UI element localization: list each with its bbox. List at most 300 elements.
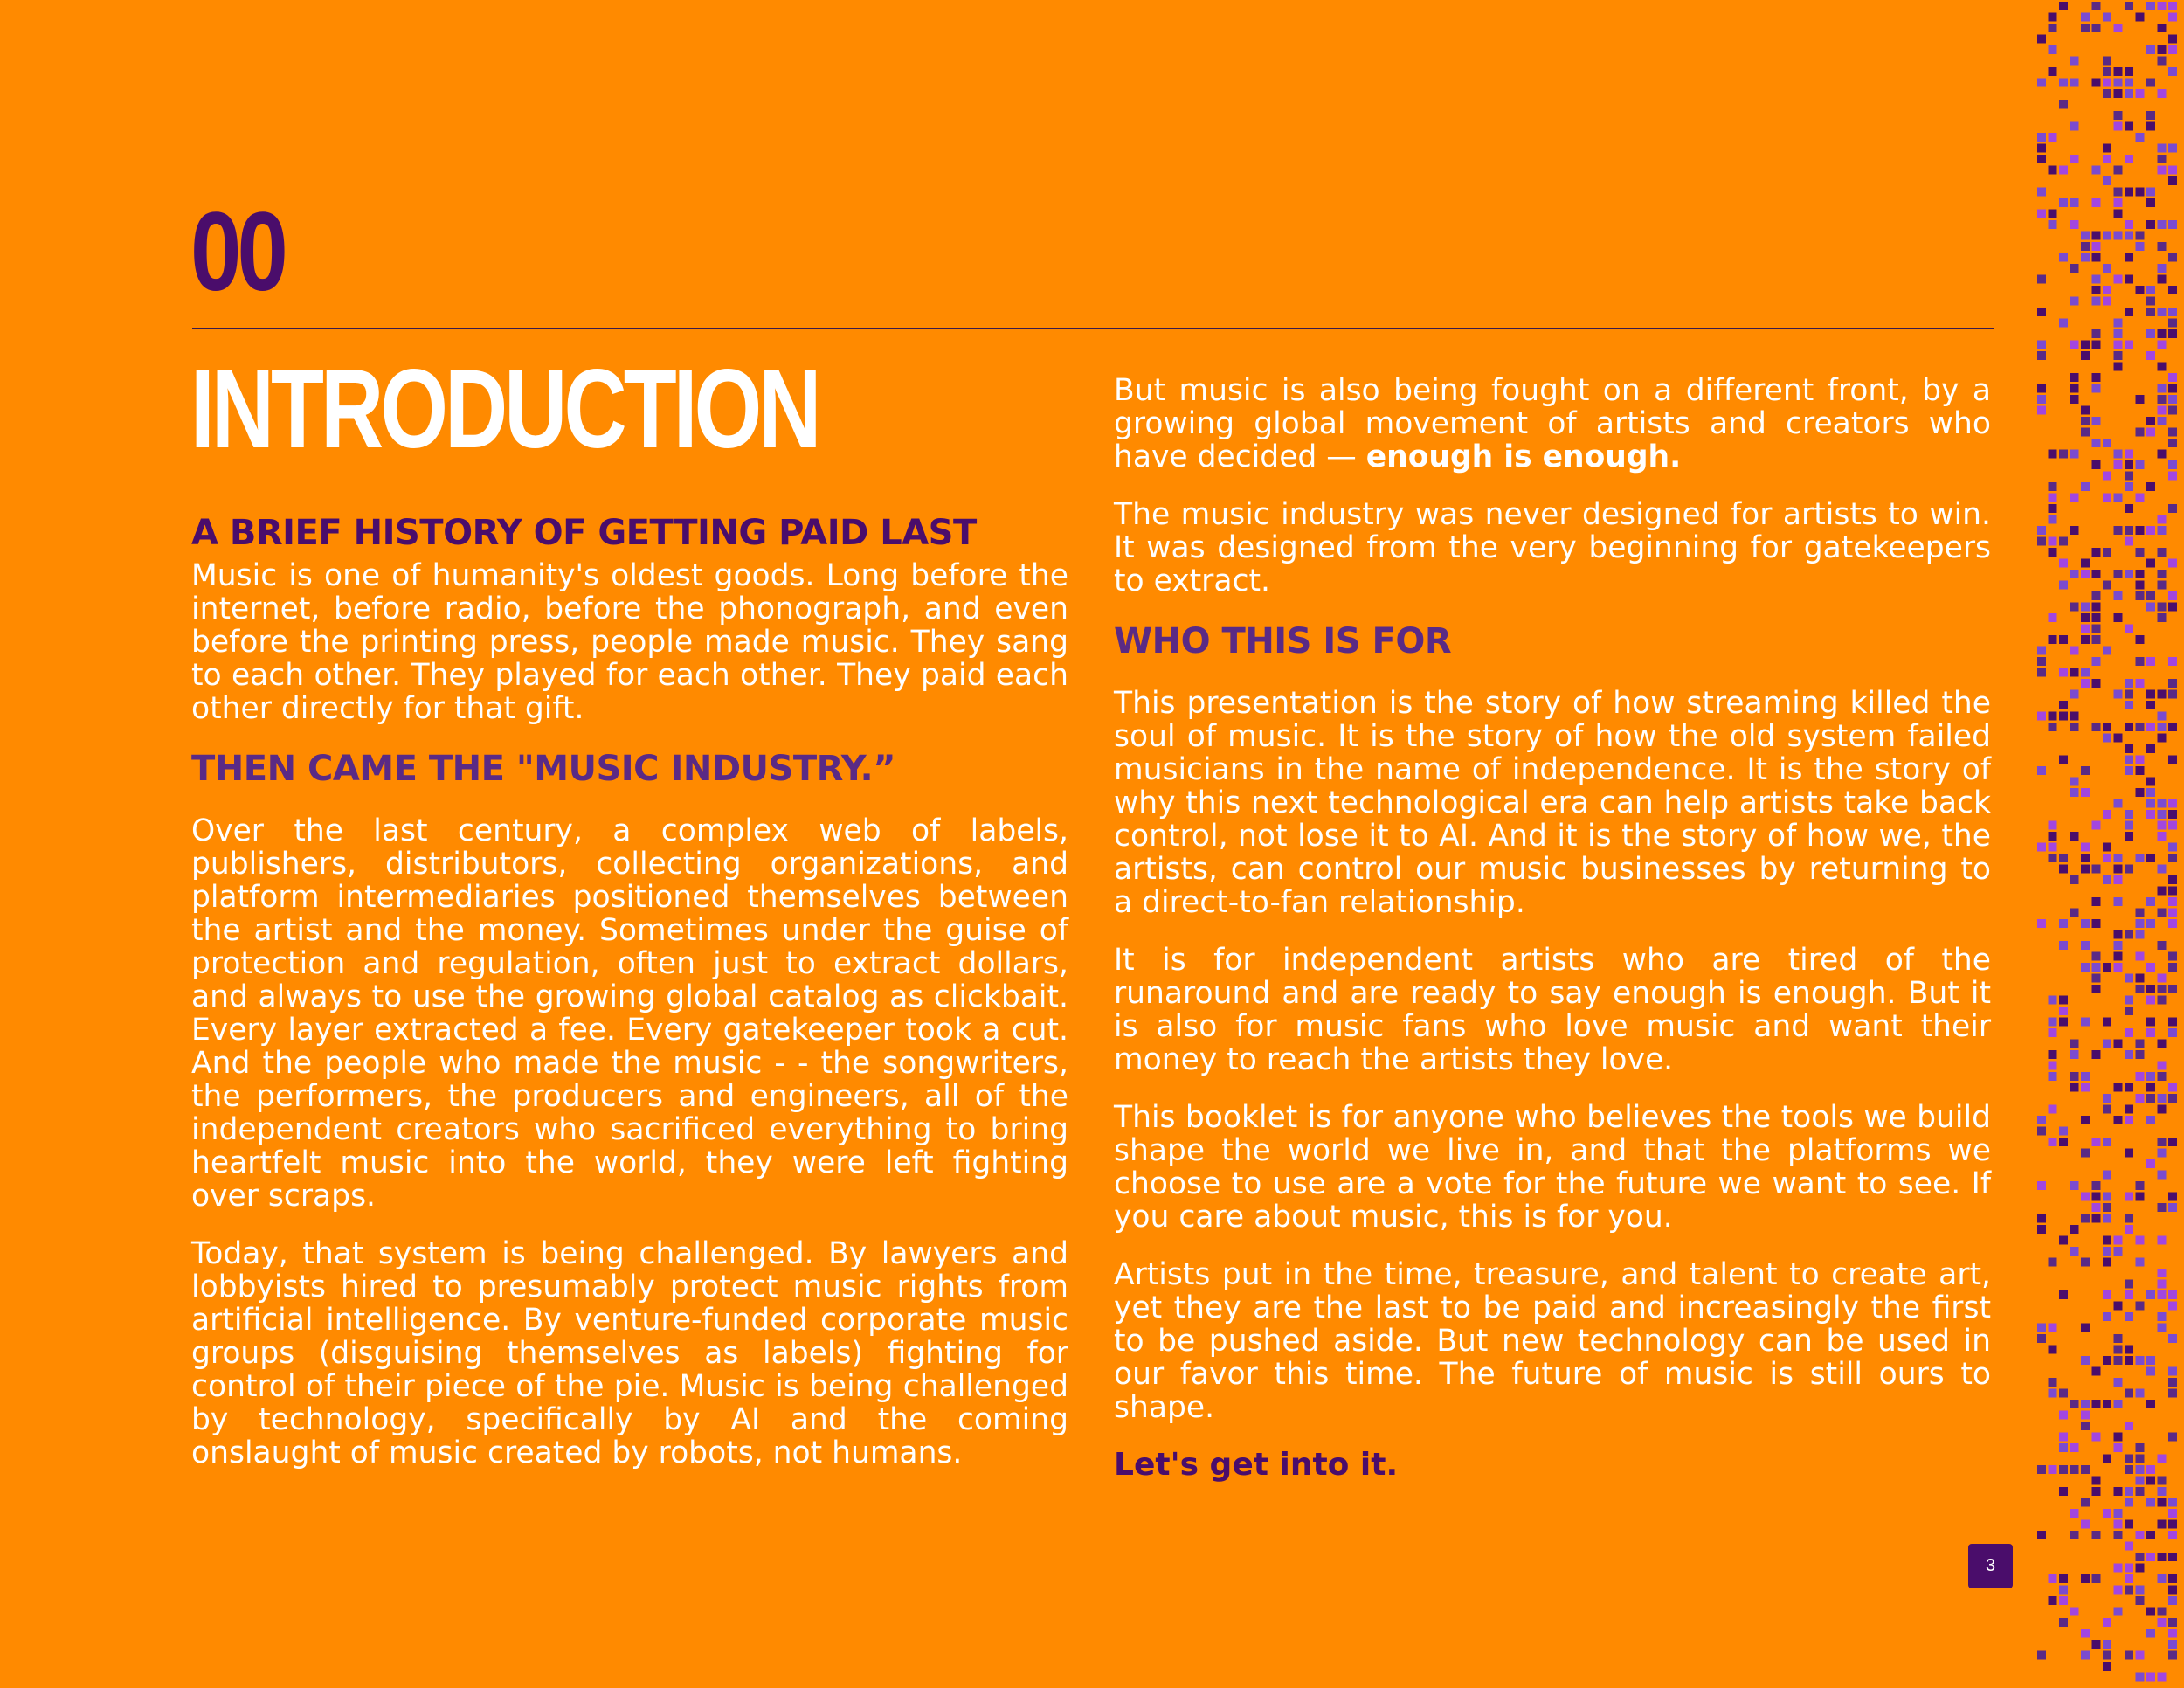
pixel-square	[2125, 79, 2133, 87]
pixel-square	[2158, 1072, 2167, 1081]
pixel-square	[2158, 1138, 2167, 1146]
pixel-square	[2146, 1290, 2155, 1299]
pixel-square	[2136, 1553, 2145, 1561]
pixel-square	[2146, 428, 2155, 437]
pixel-square	[2103, 843, 2111, 852]
pixel-square	[2037, 712, 2046, 721]
pixel-square	[2081, 232, 2090, 240]
pixel-square	[2059, 581, 2068, 590]
pixel-square	[2146, 297, 2155, 306]
pixel-square	[2125, 1280, 2133, 1289]
pixel-square	[2070, 198, 2079, 207]
pixel-square	[2146, 723, 2155, 731]
pixel-square	[2114, 1564, 2123, 1573]
pixel-square	[2092, 679, 2101, 688]
pixel-square	[2103, 67, 2111, 76]
pixel-square	[2158, 1062, 2167, 1070]
pixel-square	[2114, 1083, 2123, 1092]
pixel-square	[2136, 909, 2145, 917]
pixel-square	[2059, 1138, 2068, 1146]
pixel-square	[2136, 89, 2145, 98]
pixel-square	[2146, 198, 2155, 207]
pixel-square	[2103, 854, 2111, 862]
pixel-square	[2125, 1312, 2133, 1321]
pixel-square	[2146, 111, 2155, 120]
pixel-square	[2168, 821, 2177, 830]
pixel-square	[2070, 570, 2079, 578]
pixel-square	[2070, 341, 2079, 349]
pixel-square	[2125, 1214, 2133, 1223]
pixel-square	[2103, 57, 2111, 66]
pixel-square	[2158, 1149, 2167, 1158]
pixel-square	[2125, 1346, 2133, 1354]
pixel-square	[2125, 537, 2133, 546]
pixel-square	[2146, 963, 2155, 972]
pixel-square	[2158, 865, 2167, 874]
pixel-square	[2081, 1149, 2090, 1158]
pixel-square	[2158, 264, 2167, 273]
pixel-square	[2081, 417, 2090, 425]
pixel-square	[2168, 1596, 2177, 1605]
pixel-square	[2092, 297, 2101, 306]
pixel-square	[2059, 919, 2068, 928]
pixel-square	[2125, 155, 2133, 163]
paragraph-industry: Over the last century, a complex web of labels, publishers, distributors, collecting organizations, and platform intermediaries positioned themselves between the artist and the money. Sometimes under the guise of protection and regulation, often just to extract dollars, and always to use the growing global catalog as clickbait. Every layer extracted a fee. Every gatekeeper took a cut. And the people who made the music - - the songwriters, the performers, the producers and engineers, all of the independent creators who sacrificed everything to bring heartfelt music into the world, they were left fighting over scraps.	[191, 813, 1068, 1214]
pixel-square	[2136, 723, 2145, 731]
pixel-square	[2125, 625, 2133, 633]
pixel-square	[2125, 974, 2133, 983]
pixel-square	[2081, 1193, 2090, 1201]
pixel-square	[2114, 24, 2123, 32]
pixel-square	[2092, 1477, 2101, 1485]
pixel-square	[2158, 1608, 2167, 1616]
pixel-square	[2092, 548, 2101, 557]
pixel-square	[2168, 1018, 2177, 1027]
pixel-square	[2114, 232, 2123, 240]
pixel-square	[2146, 985, 2155, 993]
pixel-square	[2146, 1531, 2155, 1539]
divider-rule	[192, 328, 1994, 329]
pixel-square	[2136, 286, 2145, 294]
pixel-square	[2114, 1334, 2123, 1343]
pixel-square	[2103, 1105, 2111, 1114]
pixel-square	[2158, 799, 2167, 808]
pixel-square	[2081, 603, 2090, 612]
pixel-square	[2037, 210, 2046, 218]
pixel-square	[2136, 133, 2145, 142]
pixel-square	[2168, 723, 2177, 731]
pixel-square	[2114, 1040, 2123, 1048]
pixel-square	[2168, 1302, 2177, 1311]
pixel-square	[2037, 1651, 2046, 1660]
pixel-square	[2081, 428, 2090, 437]
page-number-badge: 3	[1968, 1544, 2013, 1588]
pixel-square	[2146, 788, 2155, 797]
pixel-square	[2049, 210, 2057, 218]
pixel-square	[2081, 1520, 2090, 1529]
pixel-square	[2092, 79, 2101, 87]
pixel-square	[2125, 1356, 2133, 1365]
pixel-square	[2146, 1159, 2155, 1168]
pixel-square	[2081, 625, 2090, 633]
pixel-square	[2136, 548, 2145, 557]
pixel-square	[2136, 460, 2145, 469]
pixel-square	[2114, 275, 2123, 284]
pixel-square	[2168, 854, 2177, 862]
pixel-square	[2136, 232, 2145, 240]
pixel-square	[2114, 1302, 2123, 1311]
pixel-square	[2168, 1629, 2177, 1638]
pixel-square	[2103, 548, 2111, 557]
pixel-square	[2070, 1040, 2079, 1048]
pixel-square	[2158, 1040, 2167, 1048]
pixel-square	[2146, 1018, 2155, 1027]
pixel-square	[2037, 275, 2046, 284]
paragraph-history: Music is one of humanity's oldest goods. Long before the internet, before radio, before the phonograph, and even before the printing press, people made music. They sang to each other. They played for each other. They paid each other directly for that gift.	[191, 558, 1068, 726]
pixel-square	[2125, 865, 2133, 874]
pixel-square	[2168, 1651, 2177, 1660]
pixel-square	[2081, 1465, 2090, 1474]
pixel-square	[2081, 570, 2090, 578]
pixel-square	[2158, 1105, 2167, 1114]
pixel-square	[2092, 417, 2101, 425]
pixel-square	[2114, 166, 2123, 175]
pixel-square	[2114, 1247, 2123, 1256]
pixel-square	[2168, 406, 2177, 415]
pixel-square	[2092, 1050, 2101, 1059]
pixel-square	[2125, 1564, 2133, 1573]
pixel-square	[2146, 657, 2155, 666]
pixel-square	[2125, 766, 2133, 775]
pixel-square	[2103, 232, 2111, 240]
pixel-square	[2103, 144, 2111, 153]
pixel-square	[2070, 1247, 2079, 1256]
pixel-square	[2092, 1367, 2101, 1376]
pixel-square	[2136, 1455, 2145, 1463]
pixel-square	[2125, 526, 2133, 535]
pixel-square	[2059, 1411, 2068, 1420]
right-column	[1114, 374, 1991, 1506]
pixel-square	[2125, 723, 2133, 731]
pixel-square	[2114, 591, 2123, 600]
pixel-square	[2114, 1433, 2123, 1442]
pixel-square	[2092, 1487, 2101, 1496]
pixel-square	[2081, 941, 2090, 950]
pixel-square	[2059, 166, 2068, 175]
pixel-square	[2092, 821, 2101, 830]
pixel-square	[2168, 679, 2177, 688]
pixel-square	[2158, 712, 2167, 721]
pixel-square	[2146, 1367, 2155, 1376]
pixel-square	[2103, 13, 2111, 22]
pixel-square	[2125, 253, 2133, 262]
pixel-square	[2158, 1171, 2167, 1180]
pixel-square	[2136, 1193, 2145, 1201]
pixel-square	[2168, 909, 2177, 917]
pixel-square	[2125, 341, 2133, 349]
pixel-square	[2081, 1629, 2090, 1638]
pixel-square	[2049, 712, 2057, 721]
pixel-square	[2092, 1214, 2101, 1223]
pixel-square	[2125, 701, 2133, 709]
pixel-square	[2146, 188, 2155, 197]
pixel-square	[2059, 319, 2068, 328]
pixel-square	[2136, 974, 2145, 983]
pixel-square	[2125, 1083, 2133, 1092]
pixel-square	[2125, 1028, 2133, 1037]
pixel-square	[2070, 395, 2079, 404]
pixel-square	[2103, 1236, 2111, 1245]
pixel-square	[2103, 1509, 2111, 1518]
pixel-square	[2070, 875, 2079, 884]
pixel-square	[2114, 329, 2123, 338]
pixel-square	[2146, 799, 2155, 808]
pixel-square	[2059, 996, 2068, 1005]
pixel-square	[2070, 1225, 2079, 1234]
pixel-square	[2037, 351, 2046, 360]
pixel-square	[2081, 854, 2090, 862]
pixel-square	[2125, 1542, 2133, 1551]
pixel-square	[2114, 690, 2123, 699]
pixel-square	[2158, 308, 2167, 316]
pixel-square	[2081, 1083, 2090, 1092]
pixel-square	[2081, 865, 2090, 874]
pixel-square	[2146, 1072, 2155, 1081]
pixel-square	[2092, 1574, 2101, 1583]
pixel-square	[2168, 1509, 2177, 1518]
pixel-square	[2146, 1356, 2155, 1365]
pixel-square	[2146, 1608, 2155, 1616]
pixel-square	[2081, 1258, 2090, 1267]
pixel-square	[2114, 1378, 2123, 1387]
pixel-square	[2049, 1072, 2057, 1081]
pixel-square	[2158, 242, 2167, 251]
pixel-square	[2059, 2, 2068, 10]
pixel-square	[2168, 799, 2177, 808]
pixel-square	[2136, 679, 2145, 688]
pixel-square	[2125, 996, 2133, 1005]
pixel-square	[2146, 559, 2155, 568]
pixel-square	[2158, 395, 2167, 404]
pixel-square	[2037, 657, 2046, 666]
pixel-square	[2125, 1290, 2133, 1299]
pixel-square	[2158, 821, 2167, 830]
pixel-square	[2158, 515, 2167, 524]
pixel-square	[2059, 1443, 2068, 1452]
pixel-square	[2158, 974, 2167, 983]
pixel-square	[2037, 341, 2046, 349]
pixel-square	[2059, 854, 2068, 862]
pixel-square	[2049, 537, 2057, 546]
pixel-square	[2070, 647, 2079, 655]
pixel-square	[2158, 1520, 2167, 1529]
pixel-square	[2059, 1586, 2068, 1595]
pixel-square	[2125, 1225, 2133, 1234]
pixel-square	[2092, 373, 2101, 382]
pixel-square	[2049, 1574, 2057, 1583]
pixel-square	[2070, 264, 2079, 273]
pixel-square	[2168, 2, 2177, 10]
pixel-square	[2168, 559, 2177, 568]
pixel-square	[2070, 778, 2079, 786]
pixel-square	[2059, 559, 2068, 568]
pixel-square	[2136, 526, 2145, 535]
pixel-square	[2158, 996, 2167, 1005]
pixel-square	[2092, 603, 2101, 612]
pixel-square	[2158, 734, 2167, 743]
pixel-square	[2168, 1531, 2177, 1539]
pixel-square	[2136, 188, 2145, 197]
pixel-square	[2158, 166, 2167, 175]
pixel-square	[2158, 810, 2167, 819]
pixel-square	[2125, 1455, 2133, 1463]
pixel-square	[2158, 45, 2167, 54]
pixel-square	[2168, 1290, 2177, 1299]
pixel-square	[2158, 581, 2167, 590]
pixel-square	[2070, 712, 2079, 721]
pixel-square	[2168, 1640, 2177, 1649]
pixel-square	[2125, 810, 2133, 819]
pixel-square	[2070, 450, 2079, 459]
pixel-square	[2125, 482, 2133, 491]
pixel-square	[2049, 1596, 2057, 1605]
pixel-square	[2125, 89, 2133, 98]
pixel-square	[2049, 515, 2057, 524]
pixel-square	[2168, 1193, 2177, 1201]
pixel-square	[2049, 613, 2057, 622]
pixel-square	[2125, 679, 2133, 688]
pixel-square	[2168, 887, 2177, 896]
pixel-square	[2081, 1214, 2090, 1223]
page-title: INTRODUCTION	[190, 347, 819, 472]
pixel-square	[2146, 482, 2155, 491]
pixel-square	[2168, 810, 2177, 819]
pixel-square	[2059, 668, 2068, 677]
pixel-square	[2049, 166, 2057, 175]
pixel-square	[2114, 450, 2123, 459]
pixel-square	[2037, 1334, 2046, 1343]
pixel-square	[2146, 526, 2155, 535]
paragraph-different-front-text: But music is also being fought on a different front, by a growing global movement of artists and creators who have decided —	[1114, 373, 1991, 474]
pixel-square	[2092, 232, 2101, 240]
pixel-square	[2158, 909, 2167, 917]
pixel-square	[2081, 242, 2090, 251]
pixel-square	[2136, 657, 2145, 666]
pixel-square	[2059, 1236, 2068, 1245]
pixel-square	[2136, 1443, 2145, 1452]
heading-who-this-is-for: WHO THIS IS FOR	[1114, 621, 1452, 661]
pixel-square	[2092, 1193, 2101, 1201]
pixel-square	[2125, 504, 2133, 513]
pixel-square	[2070, 1400, 2079, 1408]
pixel-square	[2092, 613, 2101, 622]
pixel-square	[2070, 122, 2079, 131]
pixel-square	[2168, 1389, 2177, 1398]
pixel-square	[2146, 1400, 2155, 1408]
pixel-square	[2092, 985, 2101, 993]
pixel-square	[2158, 406, 2167, 415]
pixel-square	[2168, 843, 2177, 852]
pixel-square	[2136, 930, 2145, 939]
pixel-square	[2125, 472, 2133, 481]
pixel-square	[2049, 1324, 2057, 1332]
pixel-square	[2114, 1443, 2123, 1452]
pixel-square	[2059, 100, 2068, 109]
section-number: 00	[190, 190, 284, 315]
pixel-square	[2103, 1640, 2111, 1649]
pixel-square	[2049, 504, 2057, 513]
pixel-square	[2070, 526, 2079, 535]
pixel-square	[2081, 635, 2090, 644]
pixel-square	[2049, 1258, 2057, 1267]
pixel-square	[2125, 821, 2133, 830]
pixel-square	[2114, 734, 2123, 743]
pixel-square	[2103, 1247, 2111, 1256]
pixel-square	[2103, 810, 2111, 819]
pixel-square	[2070, 57, 2079, 66]
pixel-square	[2136, 428, 2145, 437]
pixel-square	[2103, 1290, 2111, 1299]
pixel-square	[2059, 1018, 2068, 1027]
pixel-square	[2125, 308, 2133, 316]
pixel-square	[2059, 1389, 2068, 1398]
pixel-square	[2092, 1138, 2101, 1146]
pixel-square	[2125, 232, 2133, 240]
pixel-square	[2146, 854, 2155, 862]
pixel-square	[2114, 363, 2123, 371]
pixel-square	[2092, 439, 2101, 447]
pixel-square	[2092, 1181, 2101, 1190]
pixel-square	[2103, 734, 2111, 743]
pixel-square	[2146, 1083, 2155, 1092]
pixel-square	[2114, 67, 2123, 76]
pixel-square	[2092, 657, 2101, 666]
pixel-square	[2103, 1258, 2111, 1267]
pixel-square	[2158, 1312, 2167, 1321]
pixel-square	[2158, 220, 2167, 229]
pixel-square	[2059, 1433, 2068, 1442]
pixel-square	[2136, 494, 2145, 502]
pixel-square	[2070, 1443, 2079, 1452]
pixel-square	[2037, 1214, 2046, 1223]
pixel-square	[2049, 1062, 2057, 1070]
pixel-square	[2114, 341, 2123, 349]
pixel-square	[2168, 504, 2177, 513]
pixel-square	[2092, 865, 2101, 874]
pixel-square	[2114, 351, 2123, 360]
pixel-square	[2114, 111, 2123, 120]
pixel-square	[2037, 35, 2046, 44]
pixel-square	[2037, 155, 2046, 163]
pixel-square	[2125, 122, 2133, 131]
pixel-square	[2158, 1673, 2167, 1682]
pixel-square	[2092, 974, 2101, 983]
pixel-square	[2168, 395, 2177, 404]
pixel-square	[2049, 832, 2057, 841]
paragraph-different-front	[1114, 374, 1991, 474]
pixel-square	[2070, 909, 2079, 917]
pixel-square	[2037, 537, 2046, 546]
pixel-square	[2049, 1018, 2057, 1027]
pixel-square	[2114, 319, 2123, 328]
pixel-square	[2059, 1618, 2068, 1627]
pixel-square	[2103, 1171, 2111, 1180]
pixel-square	[2136, 766, 2145, 775]
pixel-square	[2146, 1629, 2155, 1638]
pixel-square	[2114, 89, 2123, 98]
pixel-pattern-decoration	[2035, 0, 2184, 1688]
pixel-square	[2158, 526, 2167, 535]
